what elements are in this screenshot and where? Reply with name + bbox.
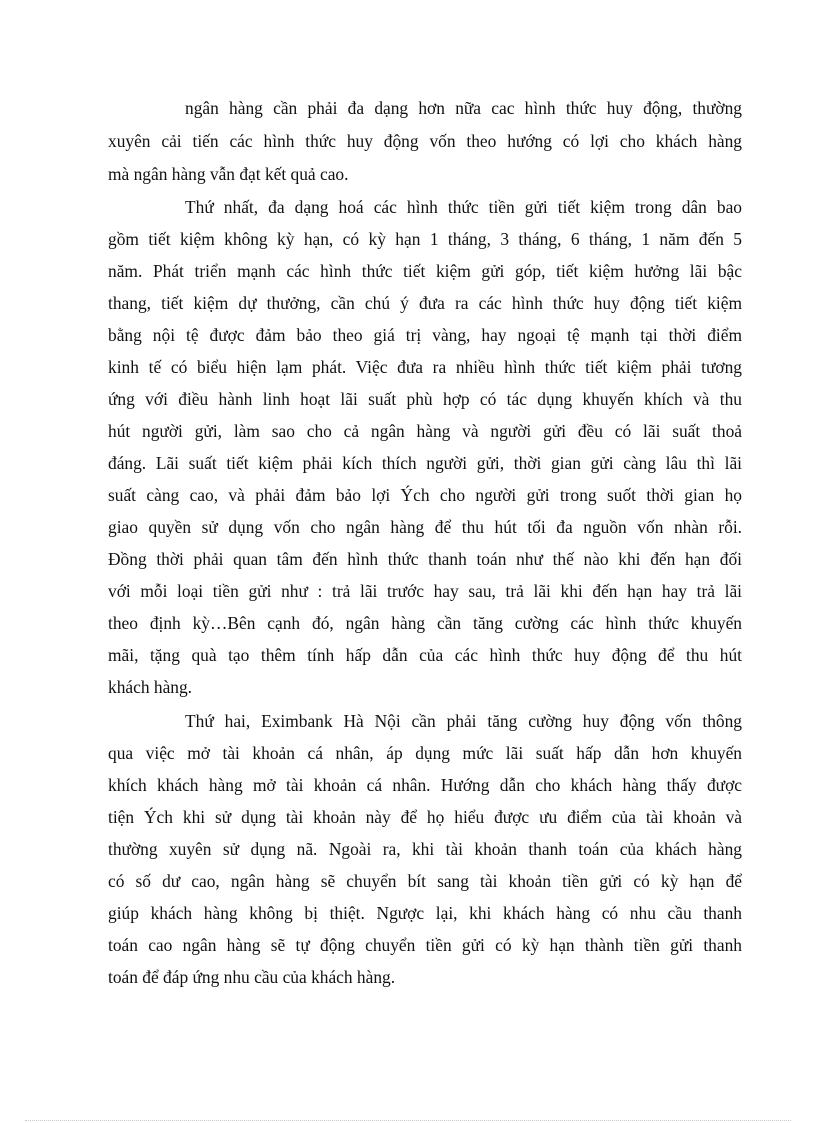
text-line: hút người gửi, làm sao cho cả ngân hàng và người gửi đều có lãi suất thoả	[108, 421, 742, 441]
text-line: kinh tế có biểu hiện lạm phát. Việc đưa ra nhiều hình thức tiết kiệm phải tương	[108, 357, 742, 377]
page-bottom-rule	[25, 1120, 791, 1121]
text-line: qua việc mở tài khoản cá nhân, áp dụng mức lãi suất hấp dẫn hơn khuyến	[108, 743, 742, 763]
text-line: thường xuyên sử dụng nã. Ngoài ra, khi tài khoản thanh toán của khách hàng	[108, 839, 742, 859]
text-line: năm. Phát triển mạnh các hình thức tiết kiệm gửi góp, tiết kiệm hưởng lãi bậc	[108, 261, 742, 281]
text-line: Đồng thời phải quan tâm đến hình thức thanh toán như thế nào khi đến hạn đối	[108, 549, 742, 569]
text-line: ngân hàng cần phải đa dạng hơn nữa cac hình thức huy động, thường	[185, 98, 742, 118]
text-line: mà ngân hàng vẫn đạt kết quả cao.	[108, 164, 349, 184]
text-line: toán cao ngân hàng sẽ tự động chuyển tiền gửi có kỳ hạn thành tiền gửi thanh	[108, 935, 742, 955]
text-line: ứng với điều hành linh hoạt lãi suất phù hợp có tác dụng khuyến khích và thu	[108, 389, 742, 409]
text-line: thang, tiết kiệm dự thưởng, cần chú ý đưa ra các hình thức huy động tiết kiệm	[108, 293, 742, 313]
text-line: bằng nội tệ được đảm bảo theo giá trị vàng, hay ngoại tệ mạnh tại thời điểm	[108, 325, 742, 345]
text-line: giúp khách hàng không bị thiệt. Ngược lại, khi khách hàng có nhu cầu thanh	[108, 903, 742, 923]
text-line: khích khách hàng mở tài khoản cá nhân. Hướng dẫn cho khách hàng thấy được	[108, 775, 742, 795]
text-line: toán để đáp ứng nhu cầu của khách hàng.	[108, 967, 396, 987]
text-line: Thứ hai, Eximbank Hà Nội cần phải tăng cường huy động vốn thông	[185, 711, 742, 731]
text-line: có số dư cao, ngân hàng sẽ chuyển bít sang tài khoản tiền gửi có kỳ hạn để	[108, 871, 742, 891]
text-line: suất càng cao, và phải đảm bảo lợi Ých cho người gửi trong suốt thời gian họ	[108, 485, 742, 505]
text-line: tiện Ých khi sử dụng tài khoản này để họ hiểu được ưu điểm của tài khoản và	[108, 807, 742, 827]
text-line: Thứ nhất, đa dạng hoá các hình thức tiền gửi tiết kiệm trong dân bao	[185, 197, 742, 217]
text-line: mãi, tặng quà tạo thêm tính hấp dẫn của các hình thức huy động để thu hút	[108, 645, 742, 665]
text-line: theo định kỳ…Bên cạnh đó, ngân hàng cần tăng cường các hình thức khuyến	[108, 613, 742, 633]
text-line: gồm tiết kiệm không kỳ hạn, có kỳ hạn 1 tháng, 3 tháng, 6 tháng, 1 năm đến 5	[108, 229, 742, 249]
text-line: giao quyền sử dụng vốn cho ngân hàng để thu hút tối đa nguồn vốn nhàn rỗi.	[108, 517, 742, 537]
text-line: với mỗi loại tiền gửi như : trả lãi trước hay sau, trả lãi khi đến hạn hay trả lãi	[108, 581, 742, 601]
text-line: khách hàng.	[108, 677, 193, 697]
text-line: xuyên cải tiến các hình thức huy động vốn theo hướng có lợi cho khách hàng	[108, 131, 742, 151]
text-line: đáng. Lãi suất tiết kiệm phải kích thích người gửi, thời gian gửi càng lâu thì lãi	[108, 453, 742, 473]
